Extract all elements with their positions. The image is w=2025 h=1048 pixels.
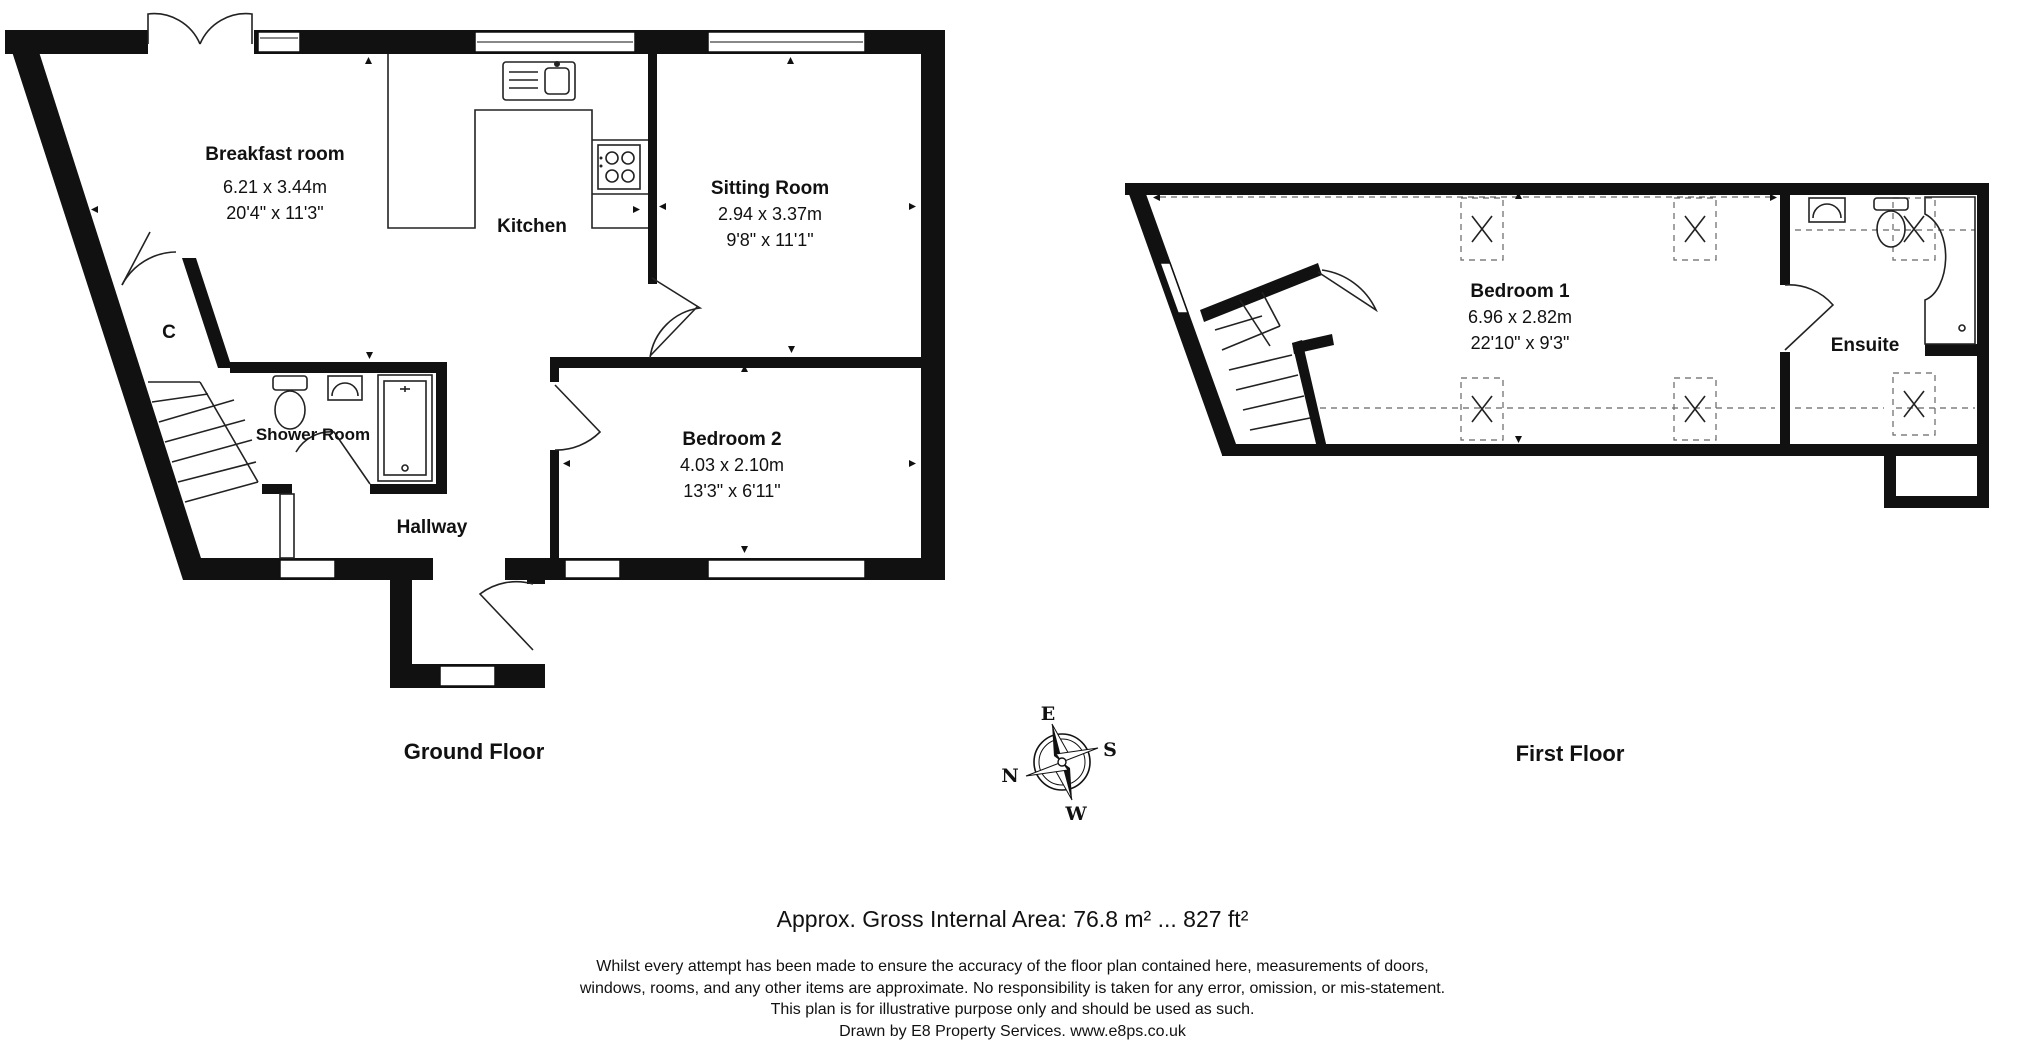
disclaimer-line: This plan is for illustrative purpose only and should be used as such. [770,1001,1255,1018]
stair-top-wall [1200,263,1322,322]
compass-north: N [1001,765,1019,787]
gf-left-wall [5,30,208,580]
breakfast-room-imperial: 20'4" x 11'3" [226,203,324,223]
ground-floor-plan [5,14,945,764]
kitchen-name: Kitchen [497,216,567,237]
ensuite-basin [1809,198,1845,222]
sitting-room-door [650,278,700,358]
ff-left-wall [1125,183,1240,455]
sitting-room-metric: 2.94 x 3.37m [717,204,823,224]
skylight [1461,378,1503,440]
skylight [1461,198,1503,260]
ensuite-name: Ensuite [1830,335,1900,356]
disclaimer-line: windows, rooms, and any other items are approximate. No responsibility is taken for any error, omission, or mis-statement. [579,979,1446,997]
sitting-room-imperial: 9'8" x 11'1" [726,230,814,250]
entrance-door [480,582,533,650]
ensuite-bath [1925,197,1975,344]
ff-bottom-wall [1222,444,1989,456]
ensuite-divider-top [1780,183,1790,285]
skylight [1893,198,1935,260]
breakfast-room-name: Breakfast room [205,144,345,165]
porch-right-stub [527,558,545,584]
shower-bottom-wall-left [262,484,292,494]
shower-bottom-wall [370,484,447,494]
disclaimer-line: Drawn by E8 Property Services. www.e8ps.co.uk [839,1022,1186,1040]
disclaimer-line: Whilst every attempt has been made to ensure the accuracy of the floor plan contained here, measurements of doors, [596,958,1429,975]
bedroom2-left-wall [550,450,559,558]
gf-window [258,32,300,52]
ff-top-wall [1125,183,1989,195]
sitting-bedroom2-wall [550,357,921,368]
breakfast-room-metric: 6.21 x 3.44m [222,177,328,197]
bedroom1-metric: 6.96 x 2.82m [1467,307,1573,327]
ensuite-toilet [1874,198,1908,210]
compass-south: S [1103,739,1117,761]
hallway-name: Hallway [396,517,468,538]
kitchen-sitting-wall [648,54,657,284]
kitchen-hob [598,145,640,189]
shower-right-wall [436,362,447,494]
gf-window [440,666,495,686]
skylight [1674,198,1716,260]
sitting-room-name: Sitting Room [710,178,830,199]
ff-stair-door [1318,270,1376,310]
stair-right-stub [1292,334,1334,354]
ff-bath-wall [1925,344,1989,356]
shower-room-name: Shower Room [255,425,371,444]
ff-right-wall [1977,183,1989,356]
ensuite-bay-right [1977,356,1989,508]
shower-top-wall [230,362,447,373]
bedroom2-metric: 4.03 x 2.10m [679,455,785,475]
bedroom2-wall-stub [550,357,559,382]
bedroom1-imperial: 22'10" x 9'3" [1470,333,1570,353]
gross-internal-area: Approx. Gross Internal Area: 76.8 m² ... 827 ft² [776,906,1249,932]
disclaimer [0,956,2025,1042]
first-floor-label: First Floor [1515,741,1625,766]
bedroom2-name: Bedroom 2 [682,429,782,450]
gf-window [708,560,865,578]
bedroom2-imperial: 13'3" x 6'11" [683,481,781,501]
cupboard-label: C [162,322,176,343]
ensuite-bay-bottom [1884,496,1989,508]
skylight [1893,373,1935,435]
bedroom1-name: Bedroom 1 [1470,281,1570,302]
ground-floor-label: Ground Floor [403,739,545,764]
radiator [280,494,294,558]
shower-toilet [273,376,307,390]
gf-window [280,560,335,578]
compass-east: E [1040,703,1056,725]
ensuite-bay-top [1884,444,1989,456]
shower-basin [328,376,362,400]
ensuite-divider-bottom [1780,352,1790,456]
stair-right-wall [1292,340,1327,448]
compass-west: W [1065,803,1087,825]
skylight [1674,378,1716,440]
gf-right-wall [921,30,945,580]
ensuite-door [1785,285,1833,350]
gf-window [565,560,620,578]
bedroom2-door [555,385,600,450]
compass-rose-icon [1001,703,1117,825]
first-floor-plan [1125,183,1989,766]
ff-stairs [1215,292,1310,430]
cupboard-wall [182,258,232,368]
